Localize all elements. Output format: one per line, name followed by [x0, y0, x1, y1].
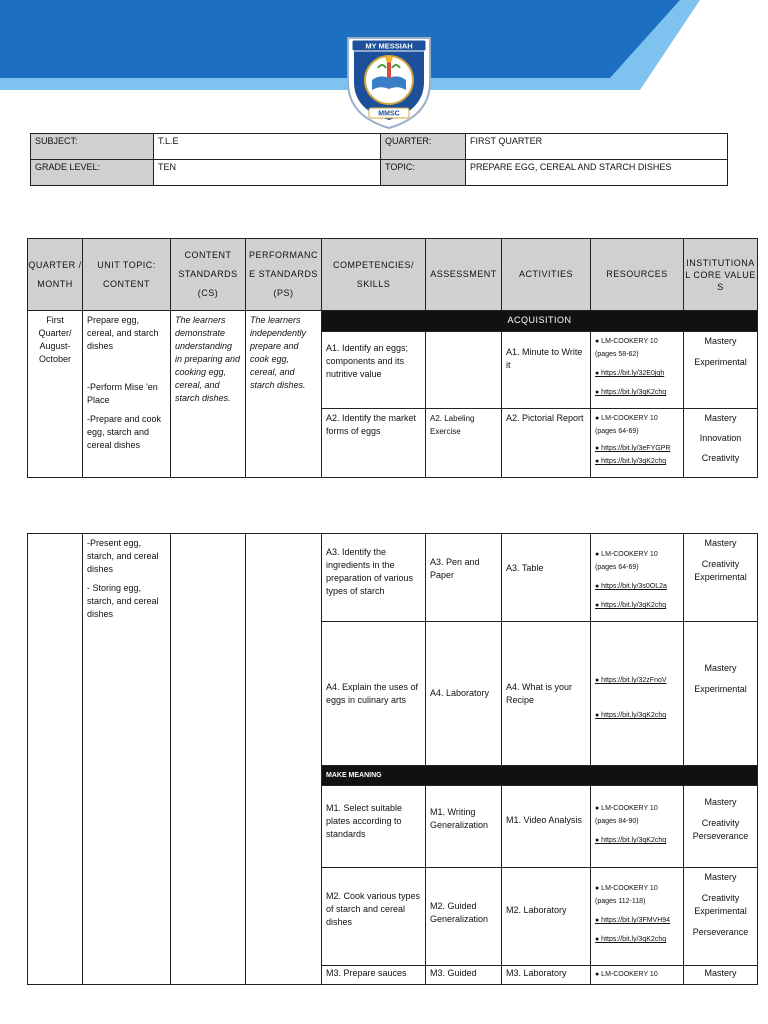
values-m3: Mastery	[684, 966, 758, 985]
resource-m2-book: ● LM-COOKERY 10 (pages 112-118)	[595, 885, 658, 905]
header-resources: RESOURCES	[591, 239, 684, 311]
performance-standards-cell: The learners independently prepare and cook egg, cereal, and starch dishes.	[246, 311, 322, 478]
resource-a4-link-1[interactable]: ● https://bit.ly/32zFnoV	[595, 677, 667, 684]
resource-a2-link-2[interactable]: ● https://bit.ly/3qK2chq	[595, 458, 667, 465]
value-a2-2: Innovation	[699, 433, 742, 443]
value-m1-1: Mastery	[704, 797, 737, 807]
school-crest-logo	[342, 34, 436, 130]
activity-m3: M3. Laboratory	[502, 966, 591, 985]
resource-m2-link-1[interactable]: ● https://bit.ly/3FMVH94	[595, 917, 671, 924]
header-quarter-month: QUARTER / MONTH	[28, 239, 83, 311]
assessment-m3: M3. Guided	[426, 966, 502, 985]
resources-m2	[591, 868, 684, 966]
competency-a4: A4. Explain the uses of eggs in culinary arts	[322, 622, 426, 766]
values-a2	[684, 409, 758, 478]
value-m2-4: Perseverance	[692, 927, 749, 937]
curriculum-table-2	[27, 533, 758, 985]
resource-m1-book: ● LM-COOKERY 10 (pages 84-90)	[595, 805, 658, 825]
resource-a3-book: ● LM-COOKERY 10 (pages 64-69)	[595, 551, 658, 571]
competency-m3: M3. Prepare sauces	[322, 966, 426, 985]
value-a2-3: Creativity	[701, 453, 740, 463]
resource-m1-link-1[interactable]: ● https://bit.ly/3qK2chq	[595, 837, 667, 844]
header-content-standards: CONTENT STANDARDS (CS)	[171, 239, 246, 311]
activity-a1: A1. Minute to Write it	[502, 332, 591, 409]
competency-m2: M2. Cook various types of starch and cereal dishes	[322, 868, 426, 966]
unit-topic-2: -Perform Mise 'en Place	[87, 382, 158, 405]
value-m2-3: Experimental	[694, 906, 747, 916]
resource-a3-link-1[interactable]: ● https://bit.ly/3s0OL2a	[595, 583, 667, 590]
unit-topic-1: Prepare egg, cereal, and starch dishes	[87, 315, 159, 351]
unit-topic-4: -Present egg, starch, and cereal dishes	[87, 538, 159, 574]
assessment-m2: M2. Guided Generalization	[426, 868, 502, 966]
subject-label: SUBJECT:	[31, 134, 154, 160]
curriculum-table-1	[27, 238, 758, 478]
activity-a3: A3. Table	[502, 534, 591, 622]
header-unit-topic: UNIT TOPIC: CONTENT	[83, 239, 171, 311]
content-standards-cell: The learners demonstrate understanding in preparing and cooking egg, cereal, and starch dishes.	[171, 311, 246, 478]
subject-info-table	[30, 133, 728, 186]
values-m2	[684, 868, 758, 966]
activity-a4: A4. What is your Recipe	[502, 622, 591, 766]
resource-a1-link-1[interactable]: ● https://bit.ly/32E0jqh	[595, 370, 665, 377]
values-a3	[684, 534, 758, 622]
competency-a2: A2. Identify the market forms of eggs	[322, 409, 426, 478]
value-a3-3: Experimental	[694, 572, 747, 582]
assessment-a4: A4. Laboratory	[426, 622, 502, 766]
activity-m1: M1. Video Analysis	[502, 786, 591, 868]
quarter-month-cell-2	[28, 534, 83, 985]
resource-a1-book: ● LM-COOKERY 10 (pages 58-62)	[595, 338, 658, 358]
content-standards-cell-2	[171, 534, 246, 985]
resources-a2	[591, 409, 684, 478]
resources-m3	[591, 966, 684, 985]
assessment-a3: A3. Pen and Paper	[426, 534, 502, 622]
resources-a3	[591, 534, 684, 622]
value-a3-2: Creativity	[701, 559, 740, 569]
values-a1	[684, 332, 758, 409]
value-m1-3: Perseverance	[692, 831, 749, 841]
phase-acquisition: ACQUISITION	[322, 311, 758, 332]
competency-m1: M1. Select suitable plates according to standards	[322, 786, 426, 868]
unit-topic-cell-2	[83, 534, 171, 985]
resource-m3-book: ● LM-COOKERY 10	[595, 971, 658, 978]
value-a4-1: Mastery	[704, 663, 737, 673]
activity-a2: A2. Pictorial Report	[502, 409, 591, 478]
resource-a1-link-2[interactable]: ● https://bit.ly/3qK2chq	[595, 389, 667, 396]
unit-topic-cell	[83, 311, 171, 478]
resources-a1	[591, 332, 684, 409]
assessment-m1: M1. Writing Generalization	[426, 786, 502, 868]
value-m1-2: Creativity	[701, 818, 740, 828]
value-a3-1: Mastery	[704, 538, 737, 548]
performance-standards-cell-2	[246, 534, 322, 985]
assessment-a2: A2. Labeling Exercise	[426, 409, 502, 478]
value-m2-2: Creativity	[701, 893, 740, 903]
unit-topic-3: -Prepare and cook egg, starch and cereal dishes	[87, 414, 162, 450]
logo-top-text: MY MESSIAH	[365, 41, 413, 51]
subject-value: T.L.E	[154, 134, 381, 160]
resource-a4-link-2[interactable]: ● https://bit.ly/3qK2chq	[595, 712, 667, 719]
header-performance-standards: PERFORMANCE STANDARDS (PS)	[246, 239, 322, 311]
quarter-label: QUARTER:	[381, 134, 466, 160]
value-a1-2: Experimental	[694, 357, 747, 367]
resource-a3-link-2[interactable]: ● https://bit.ly/3qK2chq	[595, 602, 667, 609]
header-core-values: INSTITUTIONAL CORE VALUES	[684, 239, 758, 311]
topic-label: TOPIC:	[381, 160, 466, 186]
quarter-month-cell: First Quarter/ August-October	[28, 311, 83, 478]
values-m1	[684, 786, 758, 868]
header-activities: ACTIVITIES	[502, 239, 591, 311]
value-a1-1: Mastery	[704, 336, 737, 346]
value-a2-1: Mastery	[704, 413, 737, 423]
grade-label: GRADE LEVEL:	[31, 160, 154, 186]
assessment-a1	[426, 332, 502, 409]
values-a4	[684, 622, 758, 766]
resource-m2-link-2[interactable]: ● https://bit.ly/3qK2chq	[595, 936, 667, 943]
resource-a2-book: ● LM-COOKERY 10 (pages 64-69)	[595, 415, 658, 435]
phase-make-meaning: MAKE MEANING	[322, 766, 758, 786]
competency-a1: A1. Identify an eggs; components and its nutritive value	[322, 332, 426, 409]
resources-m1	[591, 786, 684, 868]
value-a4-2: Experimental	[694, 684, 747, 694]
header-competencies: COMPETENCIES/ SKILLS	[322, 239, 426, 311]
resources-a4	[591, 622, 684, 766]
header-assessment: ASSESSMENT	[426, 239, 502, 311]
topic-value: PREPARE EGG, CEREAL AND STARCH DISHES	[466, 160, 728, 186]
grade-value: TEN	[154, 160, 381, 186]
value-m2-1: Mastery	[704, 872, 737, 882]
unit-topic-5: - Storing egg, starch, and cereal dishes	[87, 583, 159, 619]
quarter-value: FIRST QUARTER	[466, 134, 728, 160]
activity-m2: M2. Laboratory	[502, 868, 591, 966]
competency-a3: A3. Identify the ingredients in the preparation of various types of starch	[322, 534, 426, 622]
resource-a2-link-1[interactable]: ● https://bit.ly/3eFYGPR	[595, 445, 671, 452]
logo-bottom-text: MMSC	[378, 110, 400, 118]
